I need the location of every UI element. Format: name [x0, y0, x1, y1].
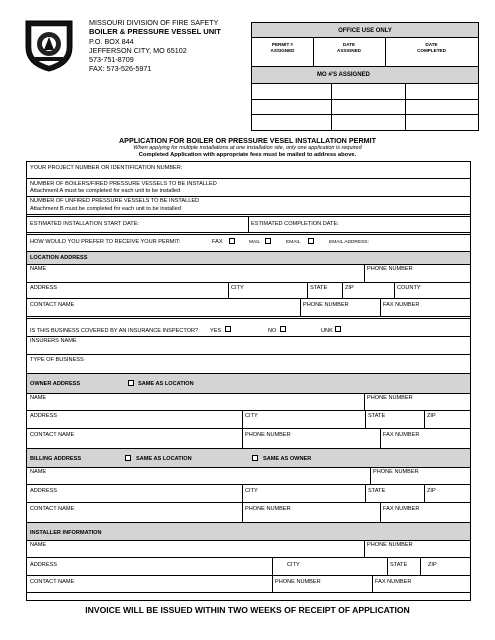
billing-same-as-owner-label: SAME AS OWNER — [263, 456, 312, 462]
billing-address-header: BILLING ADDRESS — [30, 456, 82, 462]
location-fax-label: FAX NUMBER — [383, 302, 420, 308]
owner-fax-label: FAX NUMBER — [383, 432, 420, 438]
installer-information-header: INSTALLER INFORMATION — [30, 530, 102, 536]
billing-same-as-location-label: SAME AS LOCATION — [136, 456, 192, 462]
mo-assigned-title: MO #'S ASSIGNED — [317, 72, 370, 78]
date-completed-header: DATE COMPLETED — [417, 42, 446, 53]
location-address-label: ADDRESS — [30, 285, 58, 291]
fire-safety-seal-icon — [20, 17, 78, 73]
billing-zip-label: ZIP — [427, 488, 436, 494]
location-phone-label: PHONE NUMBER — [367, 266, 413, 272]
fax-number: FAX: 573-526-5971 — [89, 64, 152, 73]
email-address-label: EMAIL ADDRESS: — [329, 240, 369, 245]
office-use-title: OFFICE USE ONLY — [338, 28, 392, 34]
receive-permit-label: HOW WOULD YOU PREFER TO RECEIVE YOUR PERMIT: — [30, 239, 181, 245]
insurance-no-label: NO — [268, 328, 277, 334]
installer-address-label: ADDRESS — [30, 562, 58, 568]
installer-phone-label: PHONE NUMBER — [367, 542, 413, 548]
fax-checkbox[interactable] — [229, 238, 235, 244]
billing-same-as-location-checkbox[interactable] — [125, 455, 131, 461]
billing-city-label: CITY — [245, 488, 258, 494]
location-zip-label: ZIP — [345, 285, 354, 291]
email-option-label: EMAIL — [286, 240, 301, 245]
owner-zip-label: ZIP — [427, 413, 436, 419]
unit-name: BOILER & PRESSURE VESSEL UNIT — [89, 27, 221, 36]
owner-contact-label: CONTACT NAME — [30, 432, 75, 438]
unfired-vessels-label: NUMBER OF UNFIRED PRESSURE VESSELS TO BE INSTALLED — [30, 198, 200, 204]
location-name-label: NAME — [30, 266, 47, 272]
owner-state-label: STATE — [368, 413, 386, 419]
billing-name-label: NAME — [30, 469, 47, 475]
insurance-yes-label: YES — [210, 328, 222, 334]
owner-name-label: NAME — [30, 395, 47, 401]
date-assigned-header: DATE ASSIGNED — [337, 42, 361, 53]
billing-address-label: ADDRESS — [30, 488, 58, 494]
installer-contact-label: CONTACT NAME — [30, 579, 75, 585]
owner-phone-label: PHONE NUMBER — [367, 395, 413, 401]
phone-number: 573-751-8709 — [89, 55, 134, 64]
owner-same-as-location-label: SAME AS LOCATION — [138, 381, 194, 387]
business-type-label: TYPE OF BUSINESS — [30, 357, 84, 363]
installer-city-label: CITY — [287, 562, 300, 568]
installer-fax-label: FAX NUMBER — [375, 579, 412, 585]
fired-attachment-note: Attachment A must be completed for each unit to be installed — [30, 188, 181, 194]
owner-same-as-location-checkbox[interactable] — [128, 380, 134, 386]
invoice-notice: INVOICE WILL BE ISSUED WITHIN TWO WEEKS OF RECEIPT OF APPLICATION — [85, 605, 410, 615]
fired-vessels-label: NUMBER OF BOILERS/FIRED PRESSURE VESSELS TO BE INSTALLED — [30, 181, 217, 187]
completion-date-label: ESTIMATED COMPLETION DATE: — [251, 221, 339, 227]
location-contact-label: CONTACT NAME — [30, 302, 75, 308]
billing-state-label: STATE — [368, 488, 386, 494]
form-subtitle: When applying for multiple installations at one installation site, only one application is required — [133, 145, 362, 151]
insurance-unk-label: UNK — [321, 328, 333, 334]
po-box: P.O. BOX 844 — [89, 37, 134, 46]
billing-phone-label: PHONE NUMBER — [373, 469, 419, 475]
billing-fax-label: FAX NUMBER — [383, 506, 420, 512]
start-date-label: ESTIMATED INSTALLATION START DATE: — [30, 221, 139, 227]
form-title: APPLICATION FOR BOILER OR PRESSURE VESEL INSTALLATION PERMIT — [118, 136, 377, 145]
owner-address-label: ADDRESS — [30, 413, 58, 419]
billing-contact-phone-label: PHONE NUMBER — [245, 506, 291, 512]
location-state-label: STATE — [310, 285, 328, 291]
permit-assigned-header: PERMIT # ASSIGNED — [270, 42, 295, 53]
mail-checkbox[interactable] — [265, 238, 271, 244]
unfired-attachment-note: Attachment B must be completed for each unit to be installed — [30, 206, 181, 212]
agency-name: MISSOURI DIVISION OF FIRE SAFETY — [89, 18, 219, 27]
installer-zip-label: ZIP — [428, 562, 437, 568]
insurance-no-checkbox[interactable] — [280, 326, 286, 332]
location-county-label: COUNTY — [397, 285, 421, 291]
city-state-zip: JEFFERSON CITY, MO 65102 — [89, 46, 187, 55]
location-city-label: CITY — [231, 285, 244, 291]
owner-address-header: OWNER ADDRESS — [30, 381, 81, 387]
insurers-name-label: INSURERS NAME — [30, 338, 77, 344]
installer-name-label: NAME — [30, 542, 47, 548]
location-contact-phone-label: PHONE NUMBER — [303, 302, 349, 308]
insurance-unk-checkbox[interactable] — [335, 326, 341, 332]
project-number-label: YOUR PROJECT NUMBER OR IDENTIFICATION NUMBER: — [30, 165, 183, 171]
fax-option-label: FAX — [212, 239, 223, 245]
insurance-question-label: IS THIS BUSINESS COVERED BY AN INSURANCE INSPECTOR? — [30, 328, 199, 334]
owner-city-label: CITY — [245, 413, 258, 419]
form-mailing-note: Completed Application with appropriate fees must be mailed to address above. — [138, 152, 357, 158]
owner-contact-phone-label: PHONE NUMBER — [245, 432, 291, 438]
mail-option-label: MAIL — [249, 240, 261, 245]
insurance-yes-checkbox[interactable] — [225, 326, 231, 332]
location-address-header: LOCATION ADDRESS — [30, 255, 88, 261]
billing-same-as-owner-checkbox[interactable] — [252, 455, 258, 461]
billing-contact-label: CONTACT NAME — [30, 506, 75, 512]
installer-state-label: STATE — [390, 562, 408, 568]
email-checkbox[interactable] — [308, 238, 314, 244]
installer-contact-phone-label: PHONE NUMBER — [275, 579, 321, 585]
